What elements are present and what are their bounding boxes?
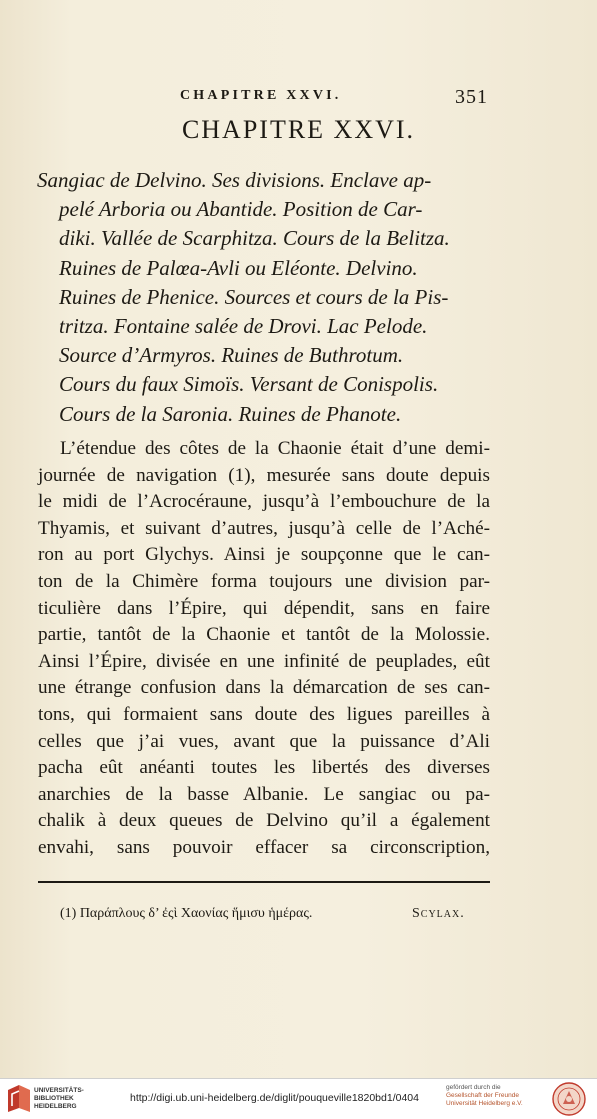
chapter-summary — [37, 166, 489, 429]
summary-line: Cours de la Saronia. Ruines de Phanote. — [59, 401, 402, 426]
summary-line: Ruines de Phenice. Sources et cours de la Pis- — [59, 284, 449, 309]
footnote-text: (1) Παράπλους δ’ ἐςὶ Χαονίας ἥμισυ ἡμέρας. — [60, 906, 313, 921]
body-line: partie, tantôt de la Chaonie et tantôt de la Molossie. — [38, 624, 490, 646]
body-line: L’étendue des côtes de la Chaonie était d’une demi- — [60, 438, 490, 459]
summary-line: Cours du faux Simoïs. Versant de Conispolis. — [59, 372, 439, 397]
funding-note — [446, 1084, 542, 1109]
body-line: celles que j’ai vues, avant que la puissance d’Ali — [38, 730, 490, 752]
library-logo-icon[interactable] — [6, 1084, 32, 1114]
body-line: Ainsi l’Épire, divisée en une infinité de peuplades, eût — [38, 650, 490, 672]
body-line: pacha eût anéanti toutes les libertés des diverses — [38, 757, 490, 779]
body-line: une étrange confusion dans la démarcation de ses can- — [38, 677, 490, 699]
body-line: ticulière dans l’Épire, qui dépendit, sans en faire — [38, 597, 490, 619]
body-line: Thyamis, et suivant d’autres, jusqu’à celle de l’Aché- — [38, 517, 490, 539]
body-line: journée de navigation (1), mesurée sans doute depuis — [38, 464, 490, 486]
running-head — [0, 86, 597, 110]
permalink-url[interactable]: http://digi.ub.uni-heidelberg.de/diglit/pouqueville1820bd1/0404 — [130, 1092, 419, 1104]
funder-line: Universität Heidelberg e.V. — [446, 1100, 523, 1108]
footnote-divider — [38, 881, 490, 883]
chapter-title: CHAPITRE XXVI. — [181, 115, 416, 144]
university-seal-icon — [552, 1082, 586, 1116]
library-name-line: BIBLIOTHEK — [34, 1095, 74, 1102]
footnote-author: Scylax. — [412, 906, 465, 921]
page-number: 351 — [455, 86, 488, 108]
summary-line: Ruines de Palœa-Avli ou Eléonte. Delvino. — [59, 255, 418, 280]
funding-label: gefördert durch die — [446, 1084, 501, 1091]
body-line: envahi, sans pouvoir effacer sa circonscription, — [38, 836, 490, 858]
body-paragraph — [38, 436, 490, 862]
summary-line: Sangiac de Delvino. Ses divisions. Enclave ap- — [37, 168, 432, 192]
summary-line: diki. Vallée de Scarphitza. Cours de la Belitza. — [59, 226, 450, 251]
body-line: tons, qui formaient sans doute des ligues pareilles à — [38, 703, 490, 725]
body-line: ron au port Glychys. Ainsi je soupçonne que le can- — [38, 544, 490, 566]
body-line: le midi de l’Acrocéraune, jusqu’à l’embouchure de la — [38, 491, 490, 513]
body-line: anarchies de la basse Albanie. Le sangiac ou pa- — [38, 783, 490, 805]
summary-line: pelé Arboria ou Abantide. Position de Car- — [59, 197, 423, 222]
digitization-banner — [0, 1078, 597, 1119]
running-head-title: CHAPITRE XXVI. — [180, 88, 342, 103]
summary-line: Source d’Armyros. Ruines de Buthrotum. — [59, 343, 404, 368]
funder-line: Gesellschaft der Freunde — [446, 1092, 519, 1100]
library-name[interactable] — [34, 1087, 84, 1111]
body-line: chalik à deux queues de Delvino qu’il a également — [38, 810, 490, 832]
summary-line: tritza. Fontaine salée de Drovi. Lac Pelode. — [59, 313, 428, 338]
library-name-line: HEIDELBERG — [34, 1103, 77, 1110]
library-name-line: UNIVERSITÄTS- — [34, 1087, 84, 1094]
body-line: ton de la Chimère forma toujours une division par- — [38, 570, 490, 592]
